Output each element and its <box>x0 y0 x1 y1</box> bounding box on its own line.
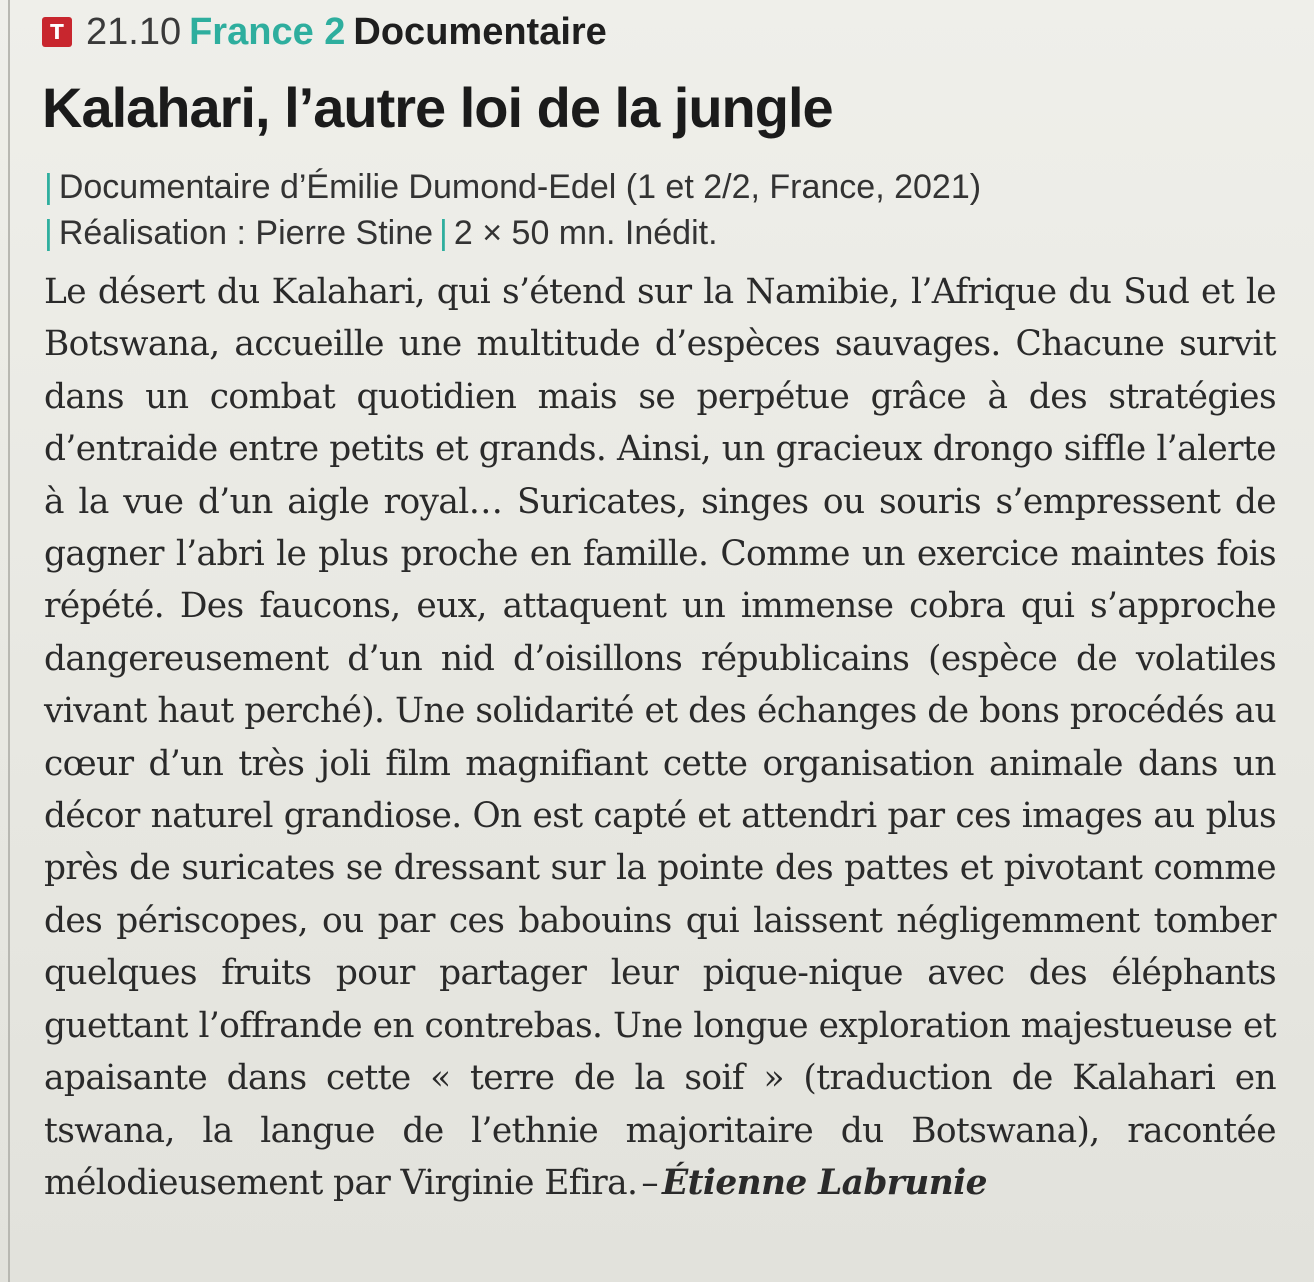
credits-line-2 <box>44 210 1284 256</box>
review-dash: – <box>641 1162 658 1203</box>
review-author: Étienne Labrunie <box>661 1162 987 1203</box>
program-credits <box>44 164 1284 256</box>
documentary-credit: Documentaire d’Émilie Dumond-Edel (1 et 2/2, France, 2021) <box>58 168 982 206</box>
separator-bar: | <box>44 168 53 206</box>
channel-name: France 2 <box>189 11 346 53</box>
duration-info: 2 × 50 mn. Inédit. <box>453 214 718 252</box>
genre-label: Documentaire <box>353 11 607 53</box>
listing-header <box>42 8 607 56</box>
rating-badge-icon: T <box>42 17 72 47</box>
separator-bar: | <box>44 214 53 252</box>
column-divider <box>8 0 10 1282</box>
air-time: 21.10 <box>86 11 182 53</box>
director-credit: Réalisation : Pierre Stine <box>58 214 434 252</box>
review-body: Le désert du Kalahari, qui s’étend sur la Namibie, l’Afrique du Sud et le Botswana, accueille une multitude d’espèces sauvages. Chacune survit dans un combat quotidien mais se perpétue grâce à des stratégies d’entraide entre petits et grands. Ainsi, un gracieux drongo siffle l’alerte à la vue d’un aigle royal… Suricates, singes ou souris s’empressent de gagner l’abri le plus proche en famille. Comme un exercice maintes fois répété. Des faucons, eux, attaquent un immense cobra qui s’approche dangereusement d’un nid d’oisillons républicains (espèce de volatiles vivant haut perché). Une solidarité et des échanges de bons procédés au cœur d’un très joli film magnifiant cette organisation animale dans un décor naturel grandiose. On est capté et attendri par ces images au plus près de suricates se dressant sur la pointe des pattes et pivotant comme des périscopes, ou par ces babouins qui laissent négligemment tomber quelques fruits pour partager leur pique-nique avec des éléphants guettant l’offrande en contrebas. Une longue exploration majestueuse et apaisante dans cette « terre de la soif » (traduction de Kalahari en tswana, la langue de l’ethnie majoritaire du Botswana), racontée mélodieusement par Virginie Efira. <box>44 272 1276 1203</box>
credits-line-1 <box>44 164 1284 210</box>
program-title: Kalahari, l’autre loi de la jungle <box>42 76 833 139</box>
separator-bar: | <box>439 214 448 252</box>
review-text <box>44 266 1276 1209</box>
